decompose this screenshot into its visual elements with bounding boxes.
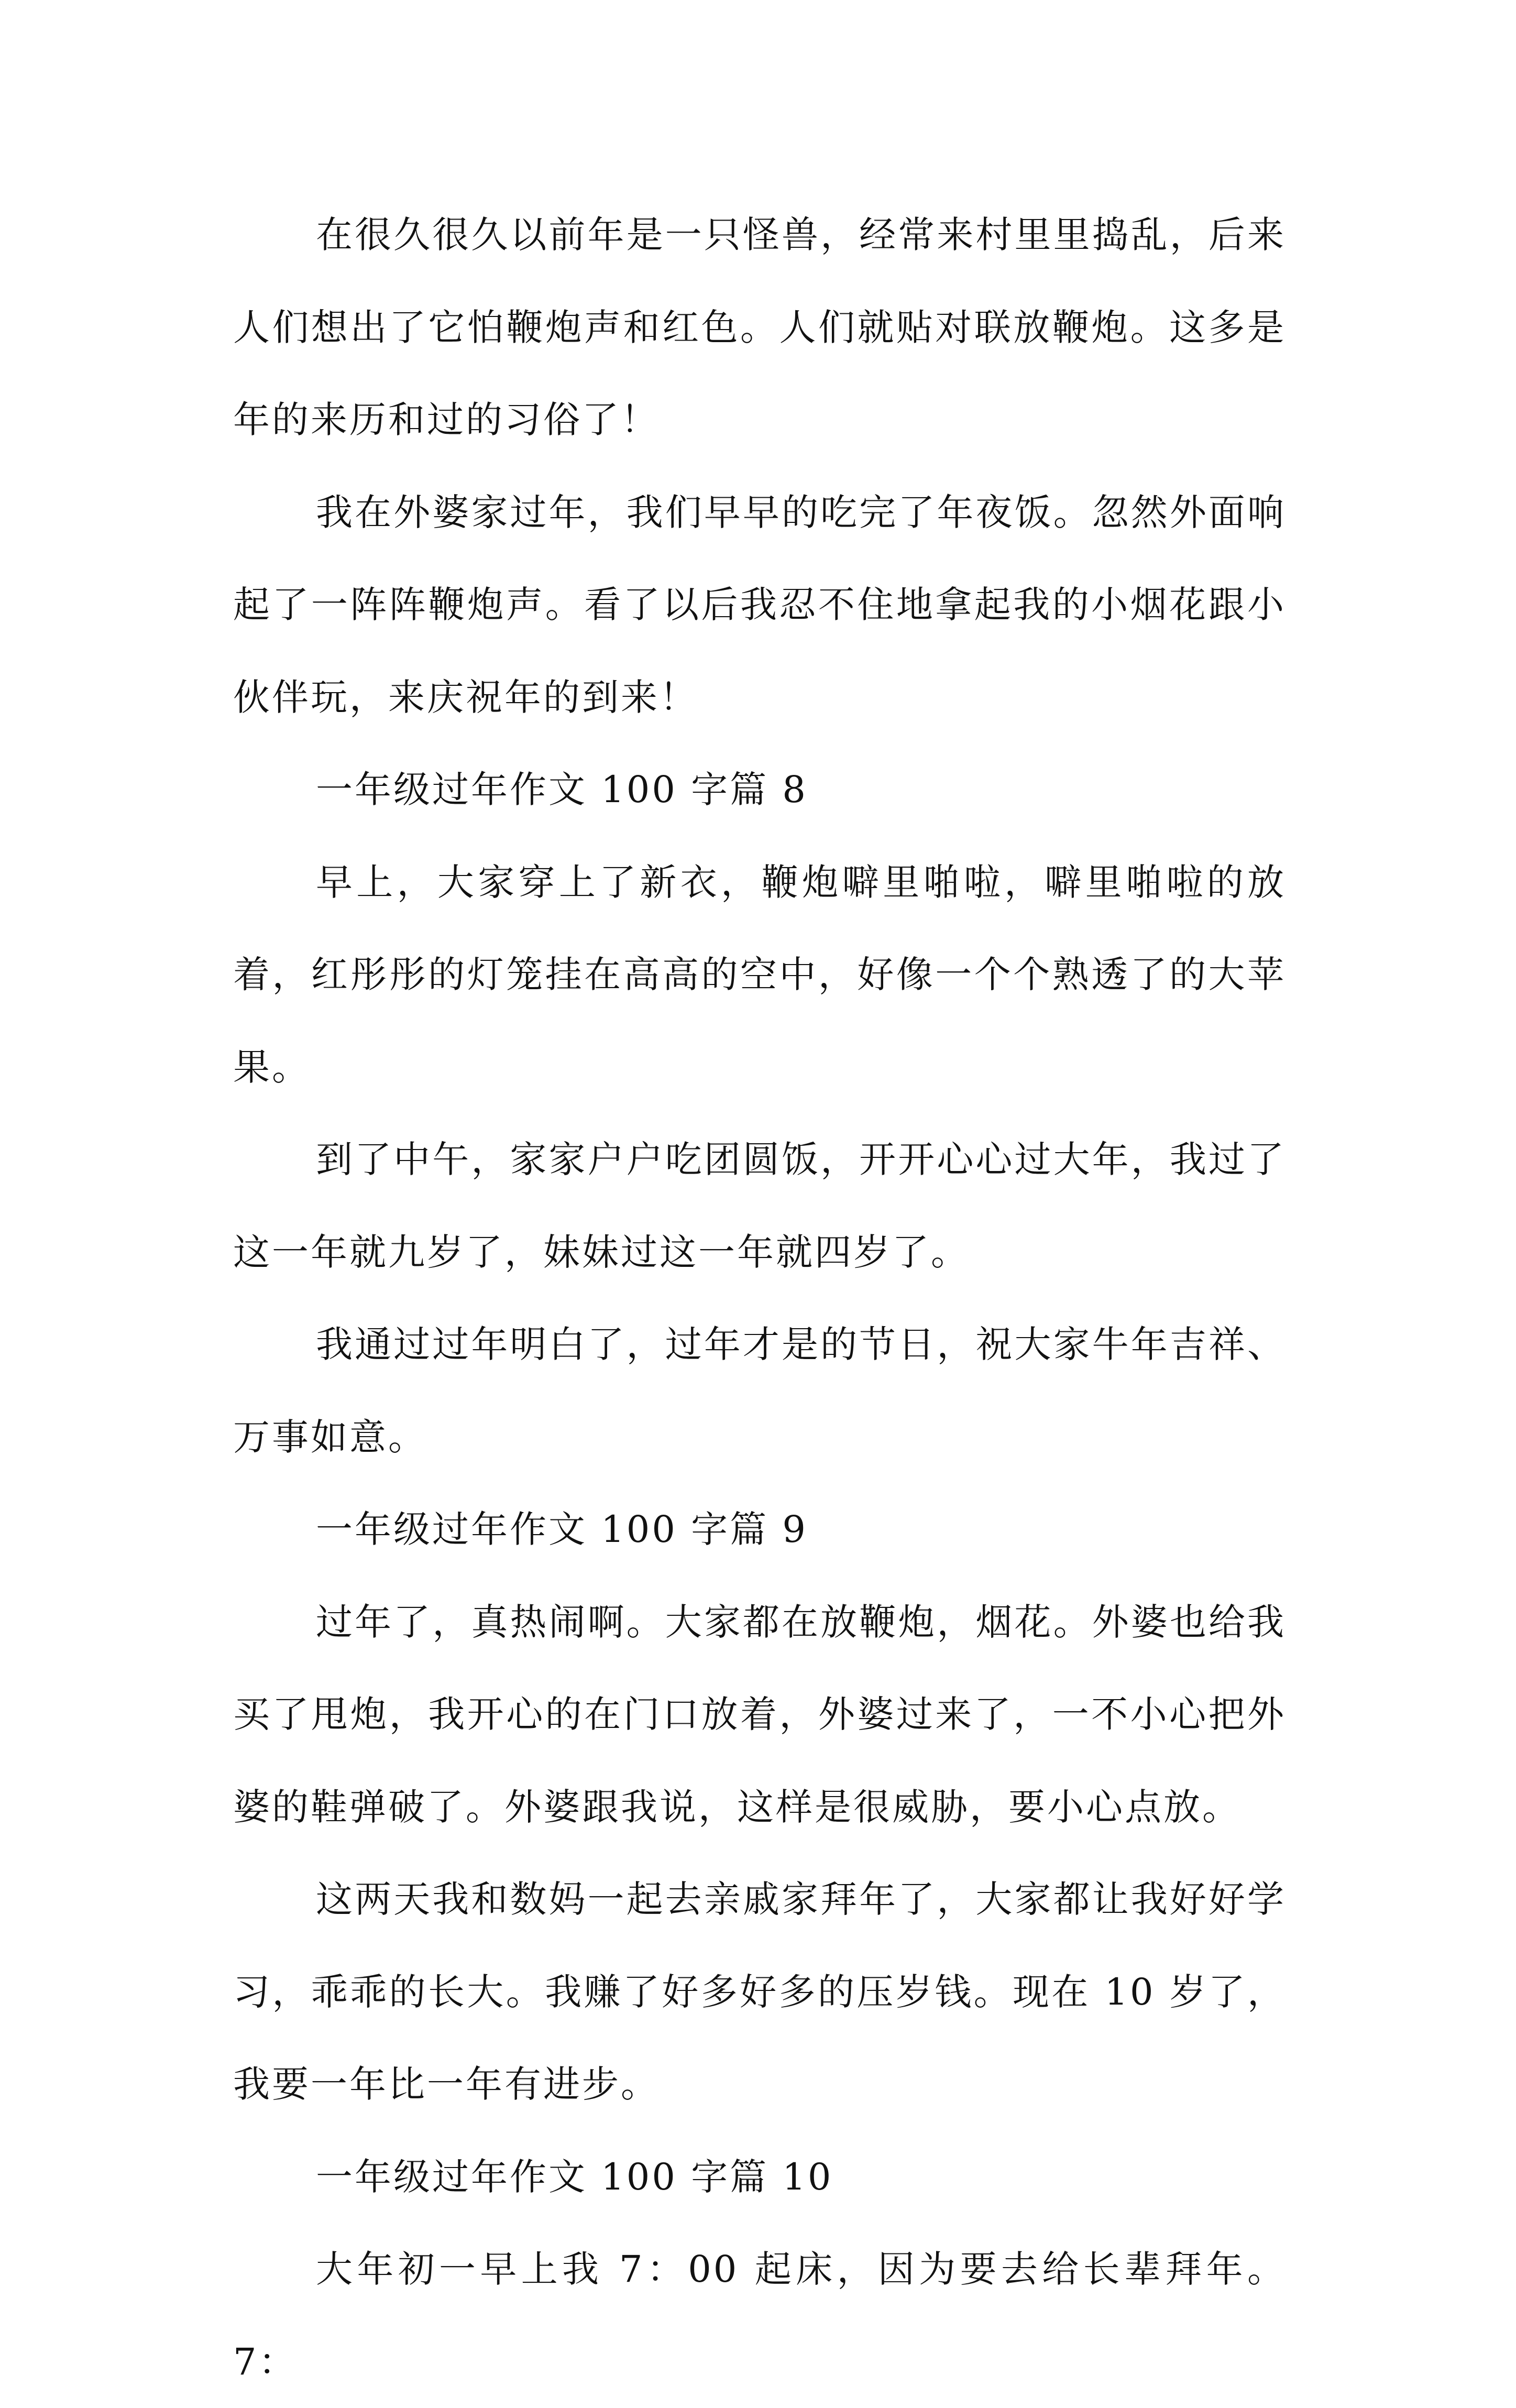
paragraph-morning: 早上，大家穿上了新衣，鞭炮噼里啪啦，噼里啪啦的放着，红彤彤的灯笼挂在高高的空中，好像一个个熟透了的大苹果。 <box>233 860 1286 1089</box>
section-heading-8: 一年级过年作文 100 字篇 8 <box>316 768 808 811</box>
section-heading-9: 一年级过年作文 100 字篇 9 <box>316 1508 808 1551</box>
paragraph-grandma-house: 我在外婆家过年，我们早早的吃完了年夜饭。忽然外面响起了一阵阵鞭炮声。看了以后我忍不住地拿起我的小烟花跟小伙伴玩，来庆祝年的到来！ <box>233 490 1286 719</box>
paragraph-nian-legend: 在很久很久以前年是一只怪兽，经常来村里里捣乱，后来人们想出了它怕鞭炮声和红色。人们就贴对联放鞭炮。这多是年的来历和过的习俗了！ <box>233 213 1286 441</box>
paragraph-new-year-visits: 这两天我和数妈一起去亲戚家拜年了，大家都让我好好学习，乖乖的长大。我赚了好多好多的压岁钱。现在 10 岁了，我要一年比一年有进步。 <box>233 1878 1286 2106</box>
paragraph-noon: 到了中午，家家户户吃团圆饭，开开心心过大年，我过了这一年就九岁了，妹妹过这一年就四岁了。 <box>233 1138 1286 1274</box>
paragraph-fireworks: 过年了，真热闹啊。大家都在放鞭炮，烟花。外婆也给我买了甩炮，我开心的在门口放着，外婆过来了，一不小心把外婆的鞋弹破了。外婆跟我说，这样是很威胁，要小心点放。 <box>233 1600 1286 1829</box>
paragraph-festival: 我通过过年明白了，过年才是的节日，祝大家牛年吉祥、万事如意。 <box>233 1323 1286 1459</box>
section-heading-10: 一年级过年作文 100 字篇 10 <box>316 2155 833 2198</box>
document-body <box>233 189 1286 2408</box>
paragraph-first-day: 大年初一早上我 7：00 起床，因为要去给长辈拜年。7： <box>233 2248 1286 2383</box>
